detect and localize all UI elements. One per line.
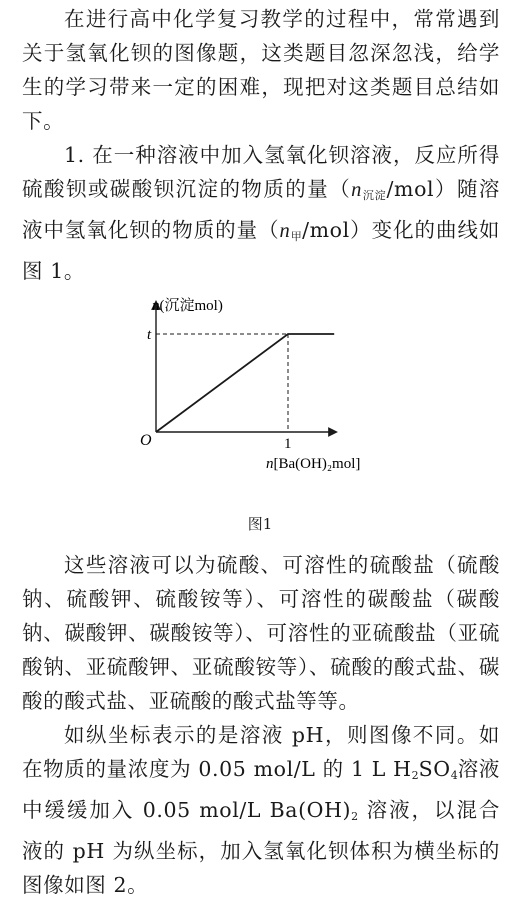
intro-paragraph: 在进行高中化学复习教学的过程中，常常遇到关于氢氧化钡的图像题，这类题目忽深忽浅，给学生的学习带来一定的困难，现把对这类题目总结如下。	[22, 7, 500, 133]
ph-paragraph	[22, 718, 500, 902]
para2-n-symbol-2: n	[279, 220, 291, 242]
para4-subscript-1: 2	[411, 769, 419, 782]
y-tick-label: t	[147, 327, 152, 343]
y-axis-label: n(沉淀mol)	[152, 298, 223, 314]
para2-subscript-1: 沉淀	[362, 189, 387, 202]
para4-subscript-2: 4	[450, 769, 458, 782]
figure-1-caption: 图1	[247, 515, 273, 533]
x-tick-label: 1	[284, 436, 292, 452]
para2-subscript-2: 甲	[290, 230, 303, 243]
solutions-paragraph: 这些溶液可以为硫酸、可溶性的硫酸盐（硫酸钠、硫酸钾、硫酸铵等）、可溶性的碳酸盐（碳酸钠、碳酸钾、碳酸铵等）、可溶性的亚硫酸盐（亚硫酸钠、亚硫酸钾、亚硫酸铵等）、硫酸的酸式盐、碳酸的酸式盐、亚硫酸的酸式盐等等。	[22, 553, 500, 713]
para4-text-c: 溶液中缓缓加入 0.05 mol/L Ba(OH)	[22, 757, 500, 822]
section-1-paragraph	[22, 138, 500, 288]
para4-text-a: 如纵坐标表示的是溶液 pH，则图像不同。如在物质的量浓度为 0.05 mol/L 的 1 L H	[22, 723, 500, 781]
figure-1	[130, 290, 370, 480]
para2-text-c: /mol）变化的曲线如图 1。	[22, 218, 501, 283]
figure-1-chart	[130, 290, 370, 480]
para4-text-b: SO	[418, 757, 451, 781]
para4-text-d: 溶液，以混合液的 pH 为纵坐标，加入氢氧化钡体积为横坐标的图像如图 2。	[22, 798, 500, 897]
para2-n-symbol-1: n	[351, 179, 362, 201]
para4-subscript-3: 2	[351, 810, 359, 823]
series-line	[156, 334, 334, 432]
x-axis-label: n[Ba(OH)₂mol]	[266, 456, 361, 472]
para2-text-a: 1. 在一种溶液中加入氢氧化钡溶液，反应所得硫酸钡或碳酸钡沉淀的物质的量（	[22, 143, 500, 201]
para2-text-b: /mol）随溶液中氢氧化钡的物质的量（	[22, 177, 501, 242]
origin-label: O	[140, 432, 152, 449]
